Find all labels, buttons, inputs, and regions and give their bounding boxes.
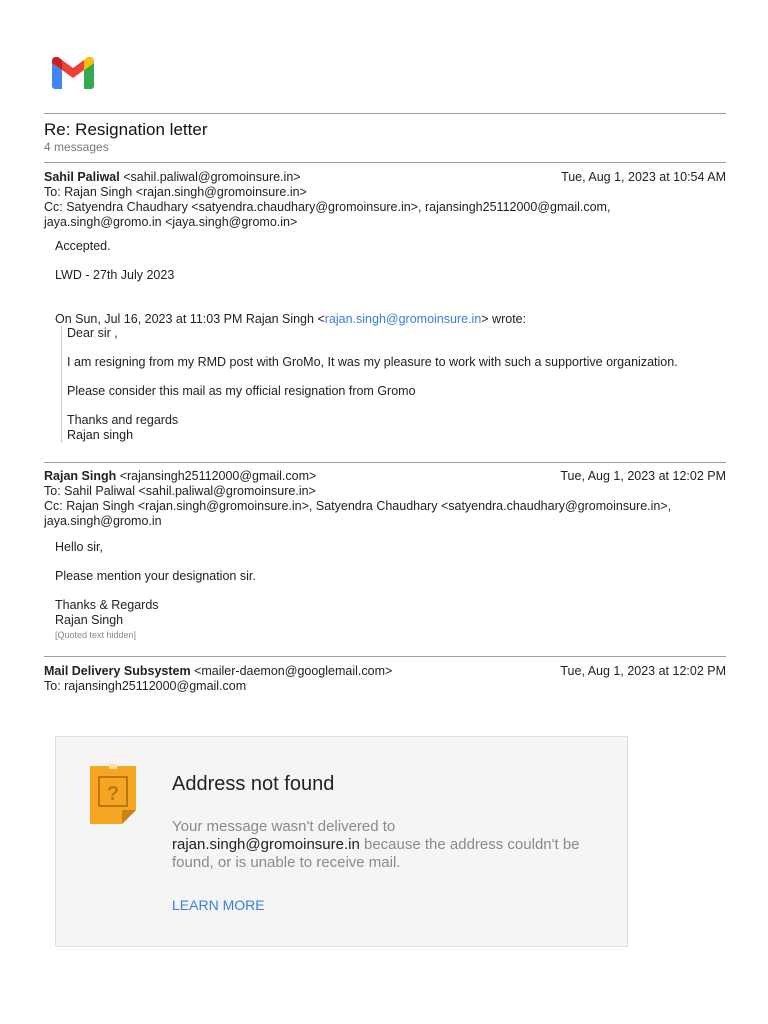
- message-count: 4 messages: [44, 140, 109, 154]
- quote-intro: On Sun, Jul 16, 2023 at 11:03 PM Rajan Singh <rajan.singh@gromoinsure.in> wrote:: [55, 312, 527, 326]
- sender-email: <sahil.paliwal@gromoinsure.in>: [119, 170, 301, 184]
- message-divider: [44, 462, 726, 463]
- message-header: [44, 170, 726, 230]
- question-document-icon: [89, 764, 137, 826]
- learn-more-link[interactable]: LEARN MORE: [172, 897, 265, 913]
- cc-line: Cc: Rajan Singh <rajan.singh@gromoinsure.in>, Satyendra Chaudhary <satyendra.chaudhary@gromoinsure.in>,: [44, 499, 672, 513]
- quote-line: Dear sir ,: [67, 326, 118, 340]
- message-header: [44, 469, 726, 529]
- quoted-text-hidden[interactable]: [Quoted text hidden]: [55, 630, 137, 640]
- message-divider: [44, 162, 726, 163]
- bounce-message: Your message wasn't delivered to rajan.singh@gromoinsure.in because the address couldn't be found, or is unable to receive mail.: [172, 818, 580, 871]
- cc-line-continued: jaya.singh@gromo.in <jaya.singh@gromo.in>: [44, 215, 298, 229]
- gmail-logo: [52, 57, 94, 89]
- header-divider: [44, 113, 726, 114]
- sender-email: <mailer-daemon@googlemail.com>: [190, 664, 393, 678]
- body-line: LWD - 27th July 2023: [55, 268, 175, 282]
- message-divider: [44, 656, 726, 657]
- delivery-failure-card: [55, 736, 628, 947]
- quote-line: Thanks and regards: [67, 413, 179, 427]
- quote-line: Rajan singh: [67, 428, 134, 442]
- sender-name: Mail Delivery Subsystem: [44, 664, 191, 678]
- message-body: [55, 239, 715, 327]
- cc-line-continued: jaya.singh@gromo.in: [44, 514, 162, 528]
- to-line: To: Sahil Paliwal <sahil.paliwal@gromoinsure.in>: [44, 484, 316, 498]
- body-line: Hello sir,: [55, 540, 103, 554]
- email-link[interactable]: rajan.singh@gromoinsure.in: [324, 312, 482, 326]
- sender-email: <rajansingh25112000@gmail.com>: [116, 469, 317, 483]
- sender-name: Rajan Singh: [44, 469, 117, 483]
- message-date: Tue, Aug 1, 2023 at 12:02 PM: [560, 664, 726, 678]
- bounce-title: Address not found: [172, 773, 335, 795]
- bounced-address: rajan.singh@gromoinsure.in: [172, 836, 360, 853]
- message-date: Tue, Aug 1, 2023 at 10:54 AM: [561, 170, 726, 184]
- quoted-message: [61, 326, 678, 443]
- sender-name: Sahil Paliwal: [44, 170, 120, 184]
- svg-text:?: ?: [106, 783, 120, 805]
- to-line: To: rajansingh25112000@gmail.com: [44, 679, 247, 693]
- message-header: [44, 664, 726, 694]
- quote-line: Please consider this mail as my official resignation from Gromo: [67, 384, 416, 398]
- message-date: Tue, Aug 1, 2023 at 12:02 PM: [560, 469, 726, 483]
- thread-subject: Re: Resignation letter: [44, 120, 208, 139]
- body-line: Rajan Singh: [55, 613, 124, 627]
- message-body: [55, 540, 715, 643]
- to-line: To: Rajan Singh <rajan.singh@gromoinsure.in>: [44, 185, 307, 199]
- body-line: Accepted.: [55, 239, 111, 253]
- quote-line: I am resigning from my RMD post with GroMo, It was my pleasure to work with such a supportive organization.: [67, 355, 678, 369]
- body-line: Thanks & Regards: [55, 598, 159, 612]
- cc-line: Cc: Satyendra Chaudhary <satyendra.chaudhary@gromoinsure.in>, rajansingh25112000@gmail.com,: [44, 200, 611, 214]
- body-line: Please mention your designation sir.: [55, 569, 256, 583]
